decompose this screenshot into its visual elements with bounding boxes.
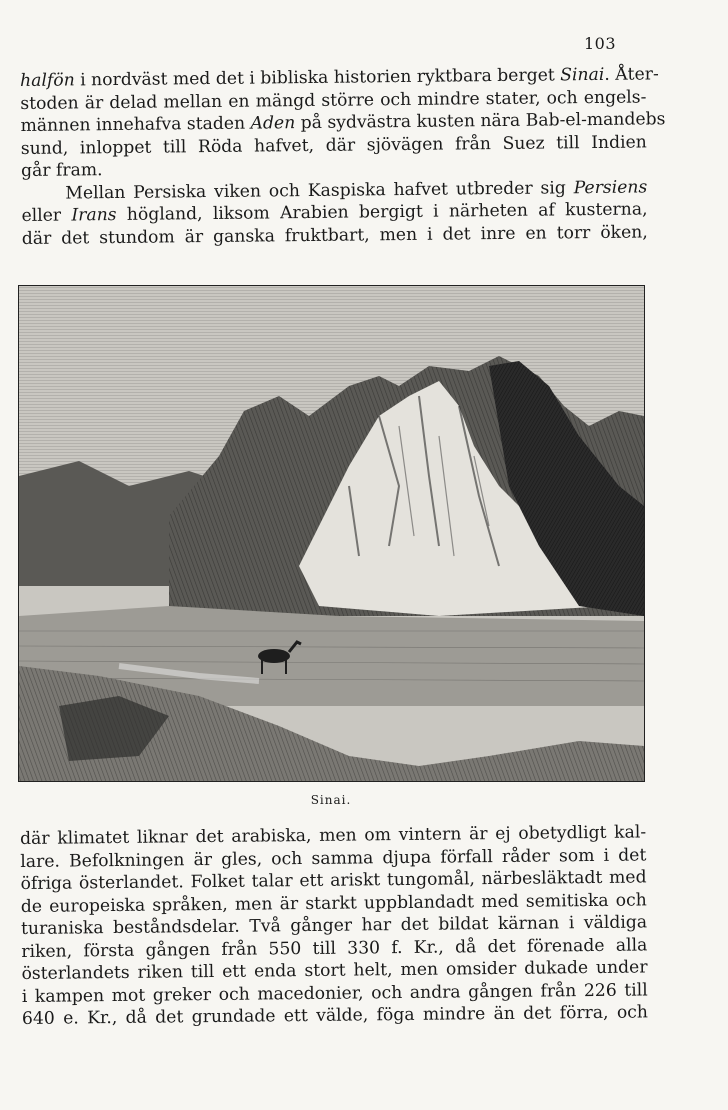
text-line: i kampen mot greker och macedonier, och andra gången från 226 till	[21, 979, 648, 1007]
italic-term: halfön	[20, 70, 75, 91]
italic-term: Irans	[71, 204, 117, 226]
page-number: 103	[584, 34, 617, 53]
text-line: lare. Befolkningen är gles, och samma djupa förfall råder som i det	[20, 844, 647, 872]
text-line: männen innehafva staden Aden på sydvästra kusten nära Bab-el-mandebs	[20, 109, 666, 136]
sinai-illustration	[18, 285, 645, 782]
engraving-drawing	[19, 286, 644, 781]
text-line: halfön i nordväst med det i bibliska historien ryktbara berget Sinai. Åter-	[20, 64, 659, 91]
text-line: riken, första gången från 550 till 330 f. Kr., då det förenade alla	[21, 934, 648, 962]
italic-term: Aden	[250, 113, 296, 134]
text-line: där klimatet liknar det arabiska, men om vintern är ej obetydligt kal-	[20, 822, 647, 849]
text-line: eller Irans högland, liksom Arabien bergigt i närheten af kusterna,	[21, 199, 648, 226]
figure-caption: Sinai.	[310, 793, 352, 807]
italic-term: Sinai	[560, 64, 605, 86]
paragraph-bottom	[20, 821, 648, 1030]
italic-term: Persiens	[573, 176, 648, 198]
text-line: de europeiska språken, men är starkt uppblandadt med semitiska och	[20, 889, 647, 917]
text-line: öfriga österlandet. Folket talar ett ariskt tungomål, närbesläktadt med	[20, 867, 647, 894]
text-line: stoden är delad mellan en mängd större och mindre stater, och engels-	[20, 86, 647, 114]
text-line: Mellan Persiska viken och Kaspiska hafvet utbreder sig Persiens	[65, 176, 648, 204]
paragraph-top	[20, 63, 666, 250]
text-line: där det stundom är ganska fruktbart, men i det inre en torr öken,	[21, 221, 648, 249]
text-line: 640 e. Kr., då det grundade ett välde, föga mindre än det förra, och	[21, 1002, 649, 1029]
text-line: turaniska beståndsdelar. Två gånger har det bildat kärnan i väldiga	[20, 912, 648, 939]
text-line: österlandets riken till ett enda stort helt, men omsider dukade under	[21, 957, 648, 984]
text-line: går fram.	[20, 160, 103, 181]
text-line: sund, inloppet till Röda hafvet, där sjövägen från Suez till Indien	[20, 131, 647, 159]
